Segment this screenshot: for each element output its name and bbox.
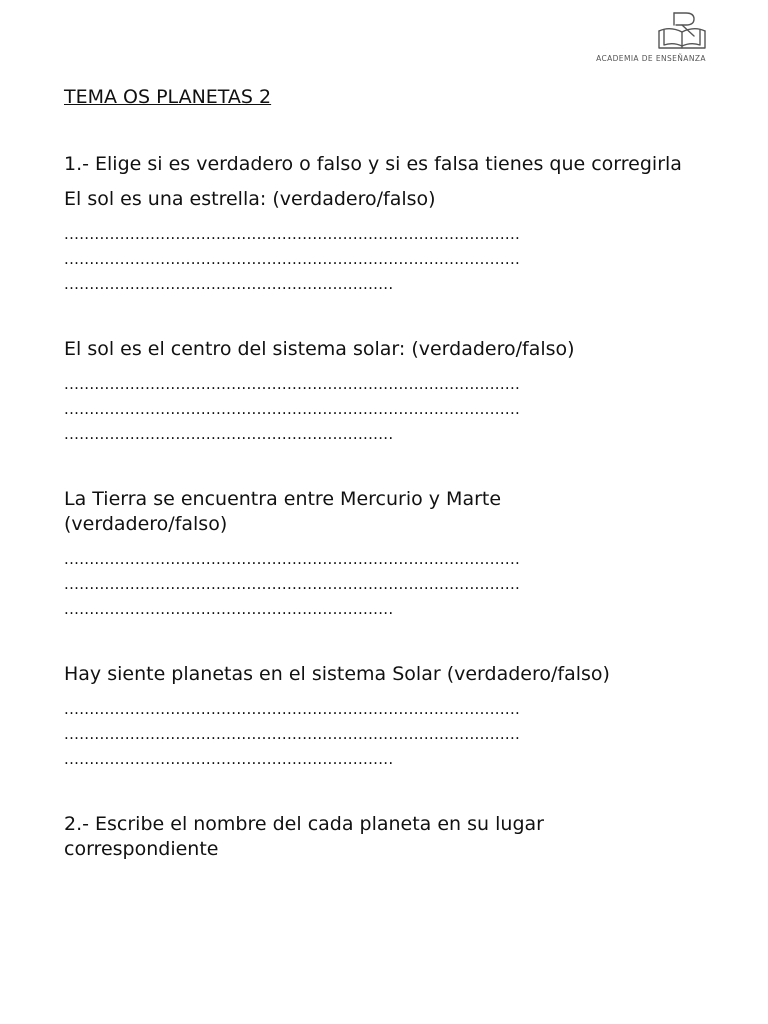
answer-line[interactable]: .......................................................................................... (64, 700, 521, 718)
answer-line[interactable]: ................................................................. (64, 600, 394, 618)
statement-3: La Tierra se encuentra entre Mercurio y Marte (verdadero/falso) (64, 488, 502, 535)
question-2-heading: 2.- Escribe el nombre del cada planeta en su lugar correspondiente (64, 813, 544, 860)
statement-1: El sol es una estrella: (verdadero/falso) (64, 188, 436, 210)
answer-line[interactable]: .......................................................................................... (64, 400, 521, 418)
statement-4: Hay siente planetas en el sistema Solar (verdadero/falso) (64, 663, 610, 685)
open-book-logo-icon (656, 10, 708, 52)
answer-line[interactable]: .......................................................................................... (64, 250, 521, 268)
answer-line[interactable]: ................................................................. (64, 425, 394, 443)
answer-line[interactable]: .......................................................................................... (64, 550, 521, 568)
statement-2: El sol es el centro del sistema solar: (verdadero/falso) (64, 338, 575, 360)
answer-line[interactable]: .......................................................................................... (64, 375, 521, 393)
answer-lines-2 (64, 372, 714, 447)
academy-logo (588, 8, 714, 68)
worksheet (64, 84, 714, 862)
answer-line[interactable]: ................................................................. (64, 275, 394, 293)
answer-lines-4 (64, 697, 714, 772)
answer-line[interactable]: ................................................................. (64, 750, 394, 768)
question-1-heading: 1.- Elige si es verdadero o falso y si es falsa tienes que corregirla (64, 153, 682, 175)
worksheet-title: TEMA OS PLANETAS 2 (64, 86, 272, 108)
answer-line[interactable]: .......................................................................................... (64, 225, 521, 243)
logo-text: ACADEMIA DE ENSEÑANZA (596, 54, 706, 63)
answer-line[interactable]: .......................................................................................... (64, 725, 521, 743)
answer-lines-3 (64, 547, 714, 622)
answer-lines-1 (64, 222, 714, 297)
answer-line[interactable]: .......................................................................................... (64, 575, 521, 593)
